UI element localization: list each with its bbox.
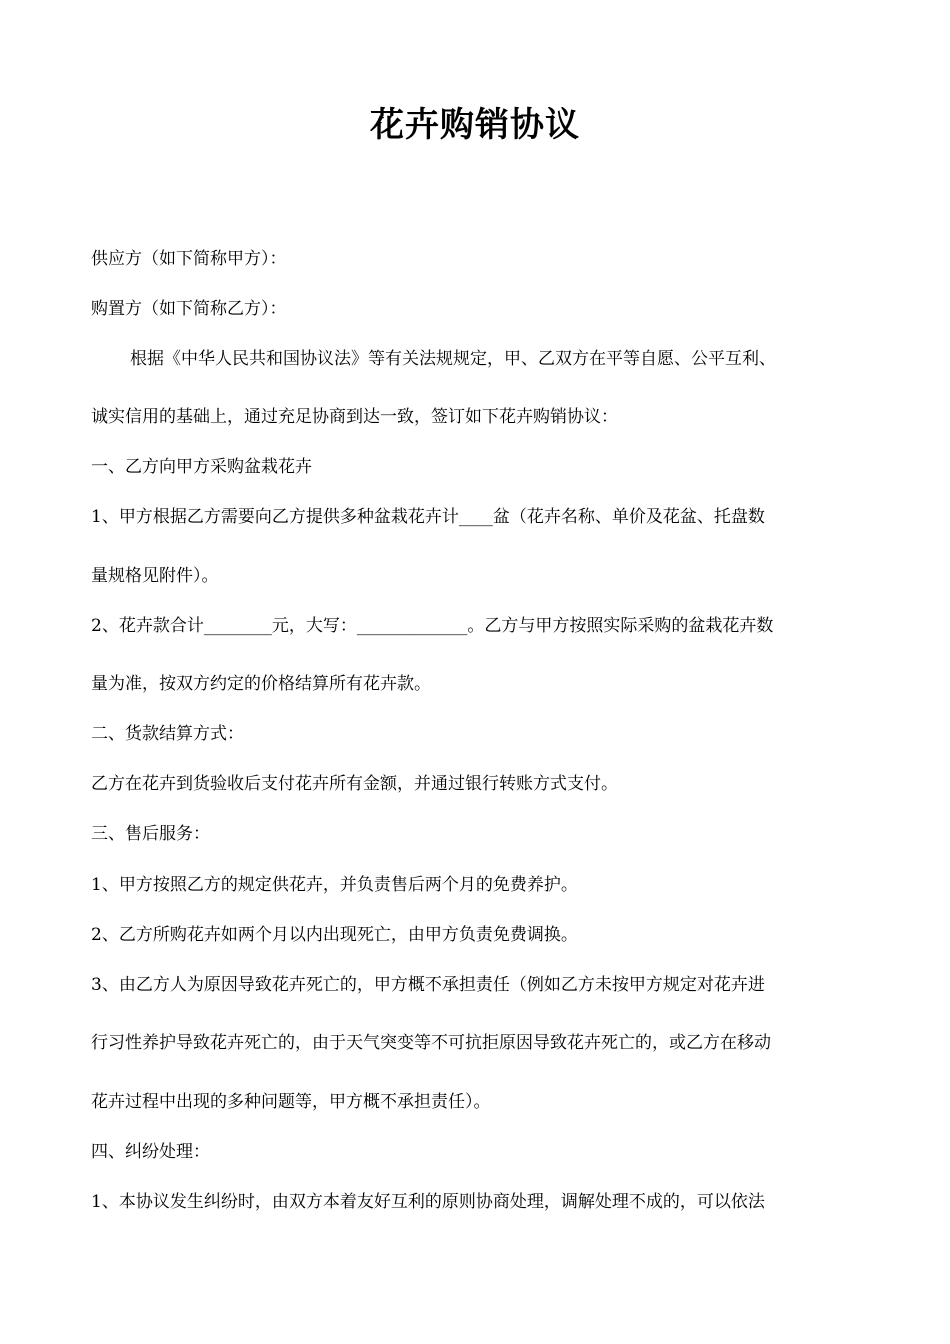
document-title: 花卉购销协议 (370, 105, 580, 145)
clause-3-3-line-3: 花卉过程中出现的多种问题等，甲方概不承担责任）。 (91, 1092, 491, 1112)
clause-3-3-line-1: 3、由乙方人为原因导致花卉死亡的，甲方概不承担责任（例如乙方未按甲方规定对花卉进 (91, 975, 765, 995)
clause-3-3-line-2: 行习性养护导致花卉死亡的，由于天气突变等不可抗拒原因导致花卉死亡的，或乙方在移动 (91, 1033, 771, 1053)
preamble-line-2: 诚实信用的基础上，通过充足协商到达一致，签订如下花卉购销协议： (91, 407, 618, 427)
clause-3-2: 2、乙方所购花卉如两个月以内出现死亡，由甲方负责免费调换。 (91, 925, 578, 945)
clause-1-2-line-1: 2、花卉款合计________元，大写：_____________。乙方与甲方按照实际采购的盆栽花卉数 (91, 616, 774, 636)
clause-1-1-line-2: 量规格见附件）。 (91, 566, 219, 586)
section-heading-4: 四、纠纷处理： (91, 1142, 210, 1162)
clause-3-1: 1、甲方按照乙方的规定供花卉，并负责售后两个月的免费养护。 (91, 875, 578, 895)
clause-1-2-line-2: 量为准，按双方约定的价格结算所有花卉款。 (91, 674, 431, 694)
section-heading-1: 一、乙方向甲方采购盆栽花卉 (91, 457, 312, 477)
clause-4-1-line-1: 1、本协议发生纠纷时，由双方本着友好互利的原则协商处理，调解处理不成的，可以依法 (91, 1192, 765, 1212)
buyer-line: 购置方（如下简称乙方）： (91, 299, 287, 319)
clause-1-1-line-1: 1、甲方根据乙方需要向乙方提供多种盆栽花卉计____盆（花卉名称、单价及花盆、托盘数 (91, 507, 765, 527)
section-heading-3: 三、售后服务： (91, 824, 210, 844)
preamble-line-1: 根据《中华人民共和国协议法》等有关法规规定，甲、乙双方在平等自愿、公平互利、 (130, 349, 776, 369)
supplier-line: 供应方（如下简称甲方）： (91, 249, 287, 269)
payment-line: 乙方在花卉到货验收后支付花卉所有金额，并通过银行转账方式支付。 (91, 774, 618, 794)
section-heading-2: 二、货款结算方式： (91, 724, 244, 744)
